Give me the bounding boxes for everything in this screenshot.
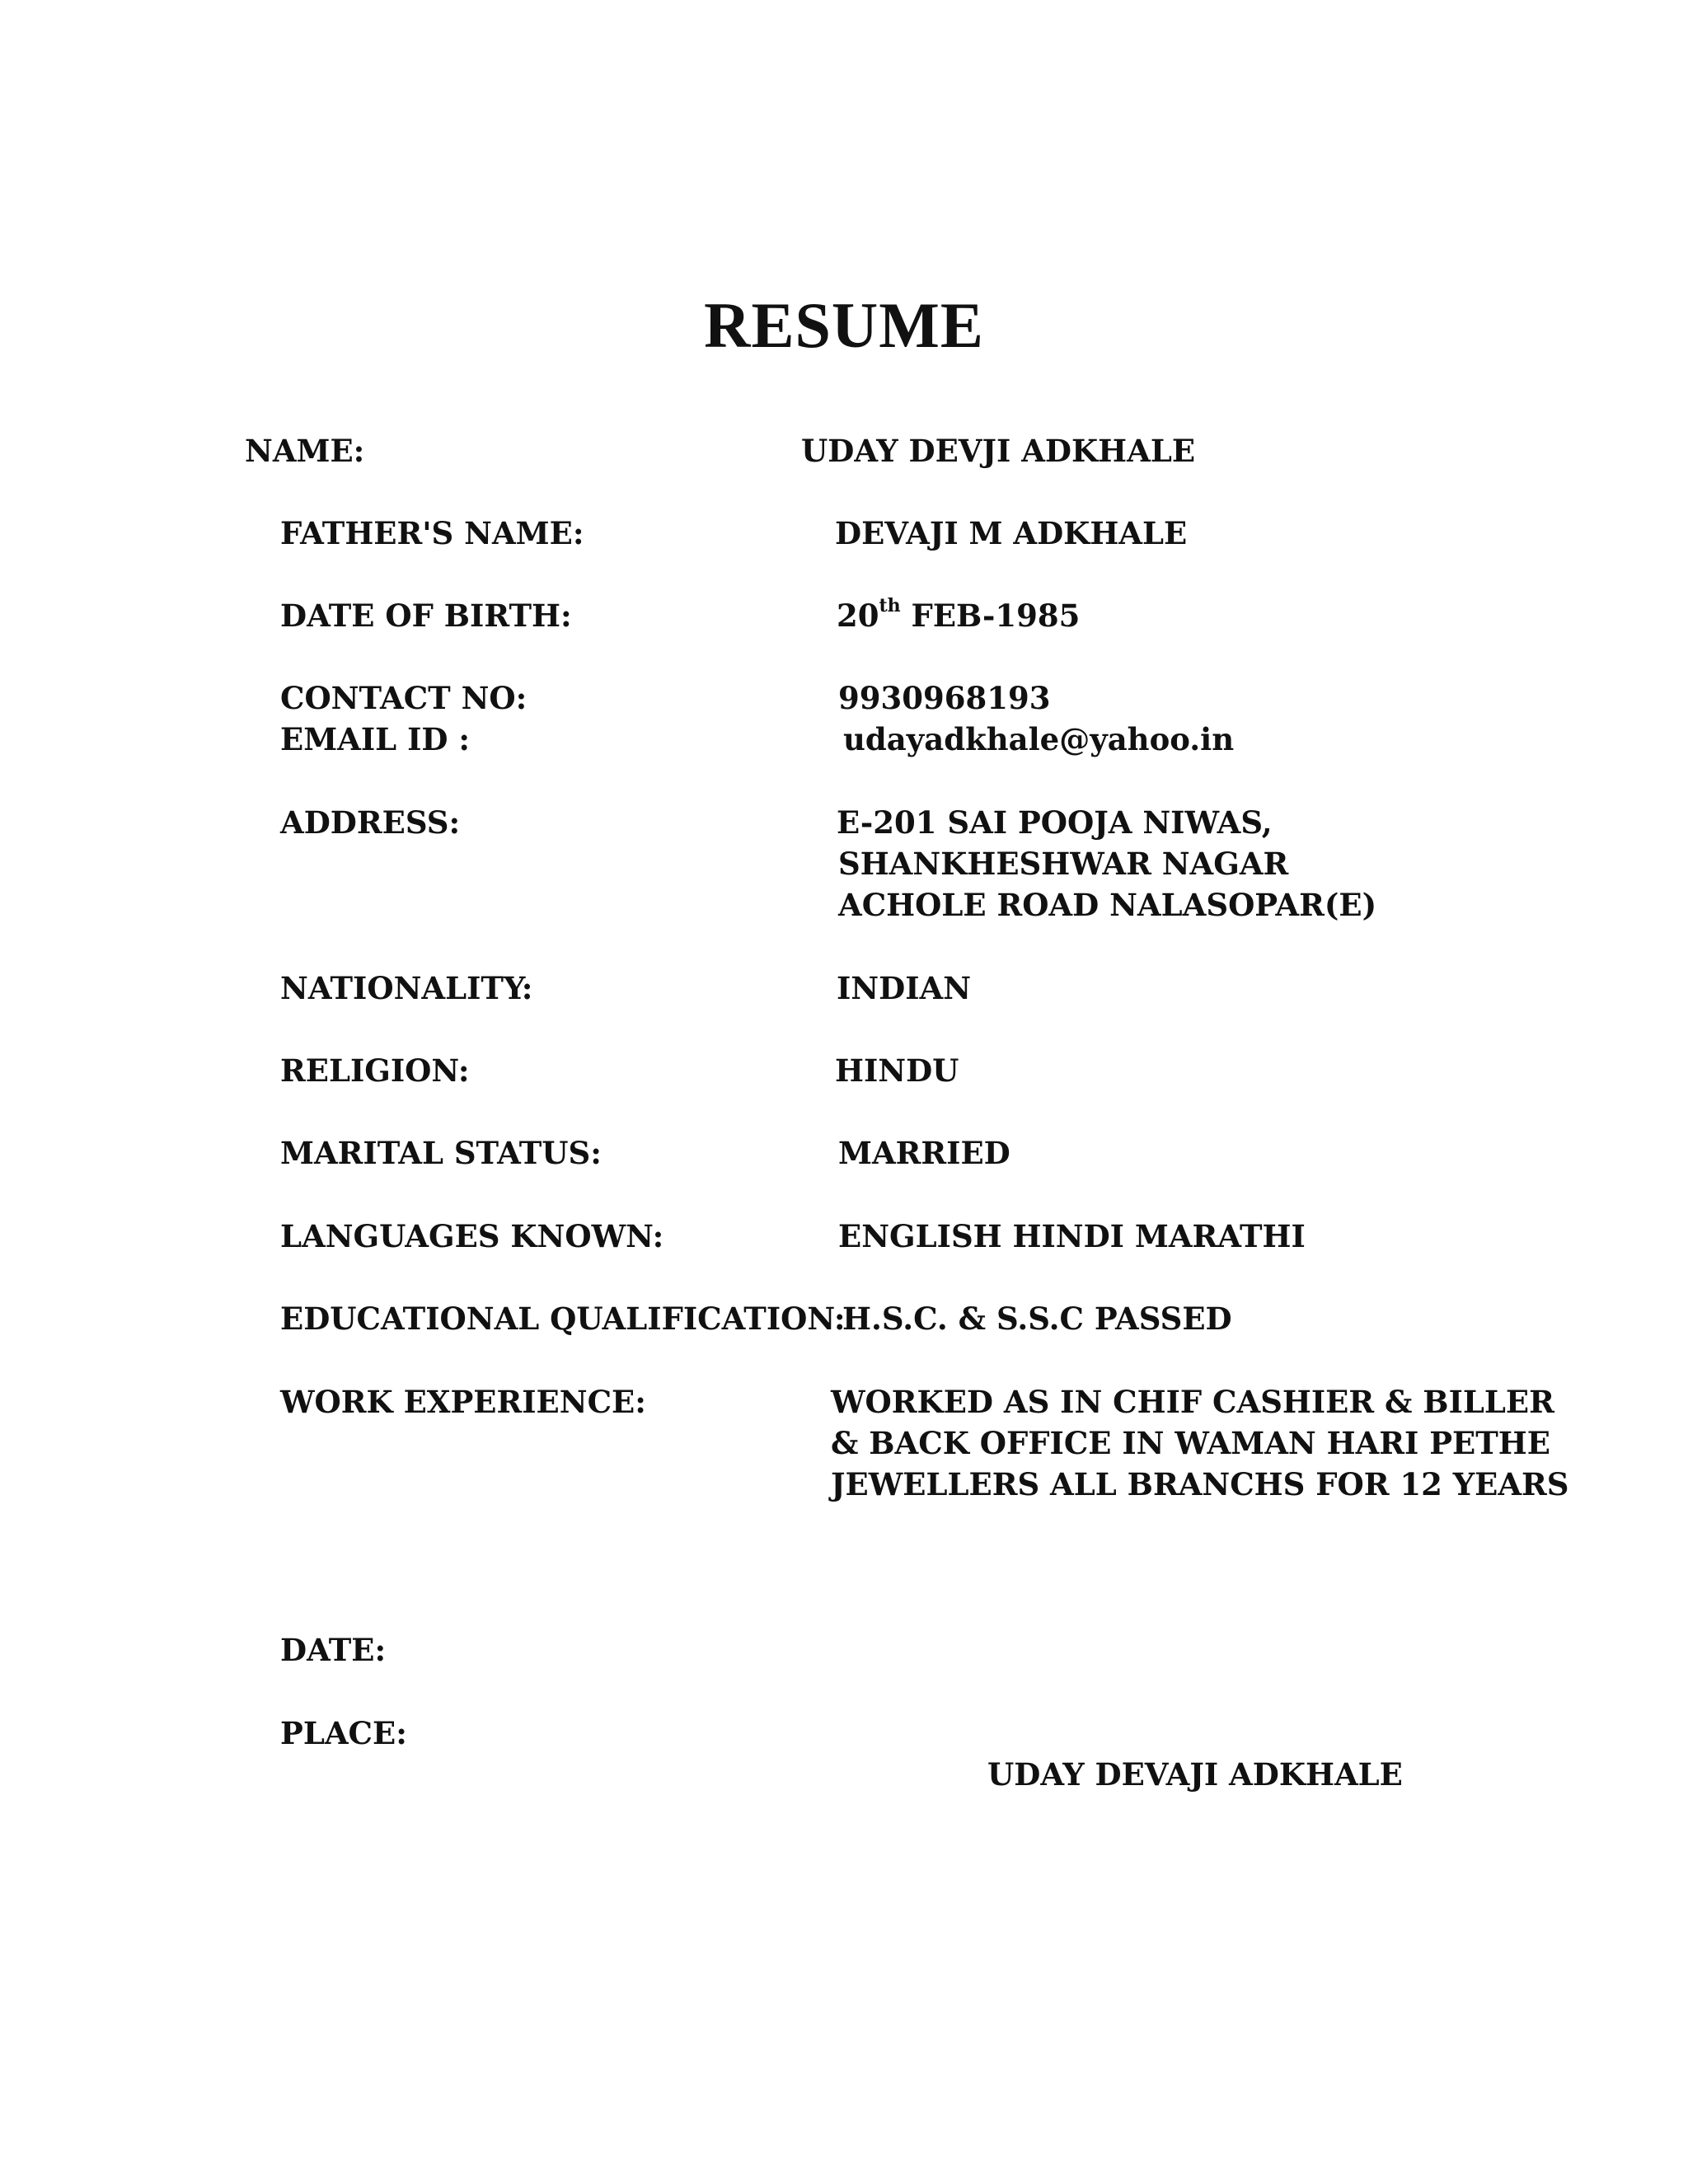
name-label: NAME: bbox=[245, 433, 365, 469]
dob-value bbox=[837, 595, 1080, 636]
languages-label: LANGUAGES KNOWN: bbox=[280, 1218, 664, 1254]
marital-status-label: MARITAL STATUS: bbox=[280, 1135, 602, 1171]
work-line-1: WORKED AS IN CHIF CASHIER & BILLER bbox=[831, 1384, 1554, 1420]
education-label: EDUCATIONAL QUALIFICATION: bbox=[280, 1301, 846, 1337]
father-name-label: FATHER'S NAME: bbox=[280, 515, 584, 551]
contact-label: CONTACT NO: bbox=[280, 680, 528, 716]
dob-day-suffix: th bbox=[879, 595, 901, 616]
place-label: PLACE: bbox=[280, 1715, 407, 1751]
work-line-3: JEWELLERS ALL BRANCHS FOR 12 YEARS bbox=[831, 1466, 1569, 1502]
address-line-3: ACHOLE ROAD NALASOPAR(E) bbox=[838, 887, 1377, 923]
dob-month-year: FEB-1985 bbox=[900, 598, 1081, 634]
email-label: EMAIL ID : bbox=[280, 721, 471, 757]
dob-label: DATE OF BIRTH: bbox=[280, 598, 572, 634]
name-value: UDAY DEVJI ADKHALE bbox=[801, 433, 1196, 469]
nationality-label: NATIONALITY: bbox=[280, 970, 533, 1006]
signature-name: UDAY DEVAJI ADKHALE bbox=[987, 1756, 1403, 1793]
work-experience-label: WORK EXPERIENCE: bbox=[280, 1384, 646, 1420]
contact-value: 9930968193 bbox=[838, 680, 1051, 716]
education-value: H.S.C. & S.S.C PASSED bbox=[842, 1301, 1232, 1337]
languages-value: ENGLISH HINDI MARATHI bbox=[838, 1218, 1306, 1254]
father-name-value: DEVAJI M ADKHALE bbox=[835, 515, 1188, 551]
date-label: DATE: bbox=[280, 1632, 387, 1668]
dob-day: 20 bbox=[837, 598, 879, 634]
address-label: ADDRESS: bbox=[280, 804, 461, 841]
page-title: RESUME bbox=[704, 289, 984, 361]
nationality-value: INDIAN bbox=[837, 970, 972, 1006]
religion-label: RELIGION: bbox=[280, 1052, 470, 1089]
religion-value: HINDU bbox=[835, 1052, 959, 1089]
marital-status-value: MARRIED bbox=[838, 1135, 1010, 1171]
address-line-2: SHANKHESHWAR NAGAR bbox=[838, 846, 1289, 882]
work-line-2: & BACK OFFICE IN WAMAN HARI PETHE bbox=[831, 1425, 1550, 1461]
address-line-1: E-201 SAI POOJA NIWAS, bbox=[837, 804, 1273, 841]
email-value: udayadkhale@yahoo.in bbox=[843, 721, 1235, 757]
